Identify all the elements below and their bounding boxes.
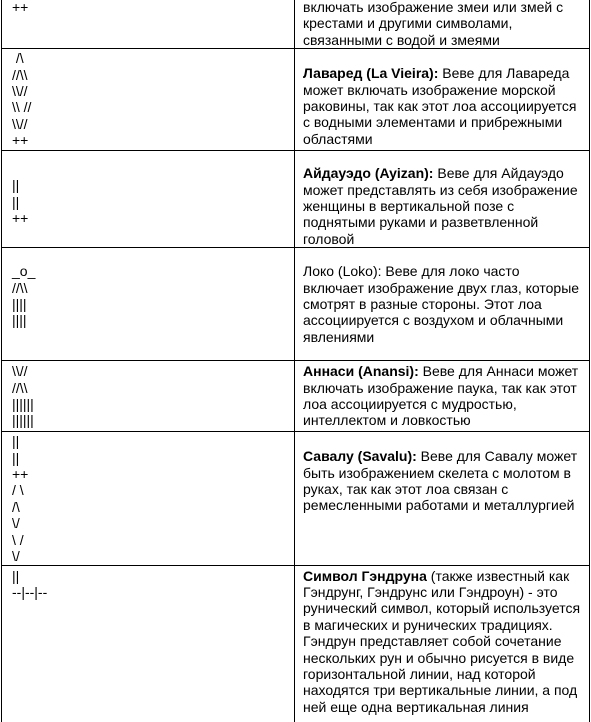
- symbol-cell: [2, 0, 295, 49]
- description-cell: [295, 361, 590, 432]
- ascii-symbol: ++: [12, 0, 29, 15]
- symbol-cell: [2, 151, 295, 248]
- description-cell: [295, 151, 590, 248]
- symbol-cell: [2, 565, 295, 722]
- loa-name: Савалу (Savalu):: [303, 448, 417, 465]
- ascii-symbol: || || ++: [12, 177, 29, 227]
- loa-description: Локо (Loko): Веве для локо часто включает изображение двух глаз, которые смотрят в разные стороны. Этот лоа ассоциируется с воздухом и облачными явлениями: [303, 263, 580, 345]
- description-cell: [295, 432, 590, 565]
- description-cell: [295, 565, 590, 722]
- veve-symbol-table: [1, 0, 590, 722]
- loa-description: Веве для Аннаси может включать изображение паука, так как этот лоа ассоциируется с мудростью, интеллектом и ловкостью: [303, 363, 579, 429]
- symbol-cell: [2, 248, 295, 361]
- loa-name: Символ Гэндруна: [303, 567, 427, 584]
- table-row: [2, 432, 590, 565]
- loa-description: Веве для Айдауэдо может представлять из себя изображение женщины в вертикальной позе с поднятыми руками и разветвленной головой: [303, 165, 578, 247]
- description-cell: [295, 248, 590, 361]
- ascii-symbol: \\// //\\ |||||| ||||||: [12, 363, 34, 429]
- table-row: [2, 565, 590, 722]
- loa-description: Веве для Лавареда может включать изображение морской раковины, так как этот лоа ассоциируется с водными элементами и прибрежными областями: [303, 65, 577, 147]
- table-row: [2, 151, 590, 248]
- table-row: [2, 49, 590, 151]
- description-cell: [295, 0, 590, 49]
- ascii-symbol: || || ++ / \ /\ \/ \ / \/: [12, 433, 29, 565]
- loa-description: Веве для Савалу может быть изображением скелета с молотом в руках, так как этот лоа связан с ремесленными работами и металлургией: [303, 448, 578, 514]
- description-cell: [295, 49, 590, 151]
- table-row: [2, 248, 590, 361]
- loa-description: (также известный как Гэндрунг, Гэндрунс или Гэндроун) - это рунический символ, который используется в магических и рунических традициях. Гэндрун представляет собой сочетание нескольких рун и обычно рисуется в виде горизонтальной линии, над которой находятся три вертикальные линии, а под ней еще одна вертикальная линия: [303, 567, 581, 715]
- ascii-symbol: || --|--|--: [12, 567, 48, 600]
- table-row: [2, 361, 590, 432]
- table-row: [2, 0, 590, 49]
- loa-name: Аннаси (Anansi):: [303, 363, 419, 380]
- symbol-cell: [2, 49, 295, 151]
- ascii-symbol: _o_ //\\ |||| ||||: [12, 263, 36, 329]
- loa-description: включать изображение змеи или змей с крестами и другими символами, связанными с водой и змеями: [303, 0, 564, 48]
- loa-name: Лаваред (La Vieira):: [303, 65, 439, 82]
- symbol-cell: [2, 432, 295, 565]
- loa-name: Айдауэдо (Ayizan):: [303, 165, 434, 182]
- symbol-cell: [2, 361, 295, 432]
- ascii-symbol: /\ //\\ \\// \\ // \\// ++: [12, 50, 32, 149]
